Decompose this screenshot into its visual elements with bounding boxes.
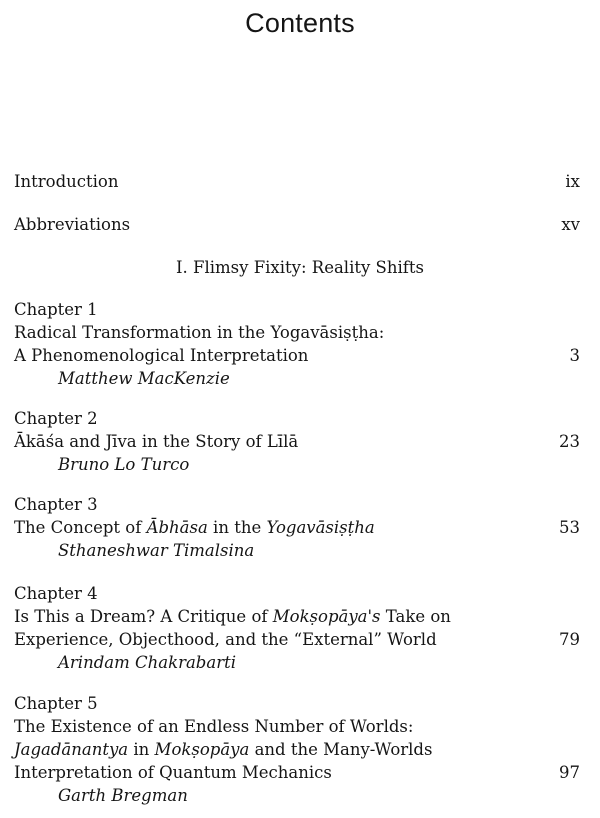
page-number: 3: [569, 346, 580, 365]
title-italic-text: Mokṣopāya: [154, 740, 250, 759]
section-heading: I. Flimsy Fixity: Reality Shifts: [176, 258, 424, 277]
toc-row: [14, 170, 580, 193]
toc-entry-chapter-1[interactable]: [14, 298, 580, 390]
chapter-title-line: [14, 518, 375, 537]
page-number: 23: [559, 432, 580, 451]
toc-entry-chapter-2[interactable]: [14, 407, 580, 476]
title-text: and the Many-Worlds: [249, 740, 433, 759]
entry-label: Introduction: [14, 172, 119, 191]
title-text: Take on: [380, 607, 451, 626]
page-title: Contents: [245, 8, 355, 38]
toc-entry-abbreviations[interactable]: [14, 213, 580, 236]
title-text: The Concept of: [14, 518, 147, 537]
chapter-label: Chapter 4: [14, 584, 98, 603]
toc-entry-chapter-4[interactable]: [14, 582, 580, 674]
chapter-author: Arindam Chakrabarti: [58, 653, 237, 672]
chapter-title-line: Interpretation of Quantum Mechanics: [14, 763, 332, 782]
chapter-label: Chapter 5: [14, 694, 98, 713]
chapter-author: Matthew MacKenzie: [58, 369, 230, 388]
toc-row: [14, 213, 580, 236]
title-italic-text: Mokṣopāya's: [272, 607, 381, 626]
toc-row: [14, 430, 580, 453]
title-text: in the: [207, 518, 267, 537]
toc-entry-chapter-5[interactable]: [14, 692, 580, 807]
toc-row: [14, 761, 580, 784]
chapter-title-line: [14, 605, 580, 628]
entry-label: Abbreviations: [14, 215, 131, 234]
chapter-author: Garth Bregman: [58, 786, 188, 805]
chapter-title-line: The Existence of an Endless Number of Worlds:: [14, 717, 414, 736]
chapter-label: Chapter 1: [14, 300, 98, 319]
chapter-label: Chapter 3: [14, 495, 98, 514]
chapter-label: Chapter 2: [14, 409, 98, 428]
toc-row: [14, 516, 580, 539]
chapter-author: Sthaneshwar Timalsina: [58, 541, 255, 560]
chapter-author: Bruno Lo Turco: [58, 455, 190, 474]
page-number: xv: [561, 215, 580, 234]
toc-entry-chapter-3[interactable]: [14, 493, 580, 562]
chapter-title-line: Experience, Objecthood, and the “External” World: [14, 630, 437, 649]
title-text: Is This a Dream? A Critique of: [14, 607, 273, 626]
toc-entry-introduction[interactable]: [14, 170, 580, 193]
title-italic-text: Yogavāsiṣṭha: [266, 518, 375, 537]
toc-row: [14, 344, 580, 367]
title-text: in: [128, 740, 155, 759]
page-number: 97: [559, 763, 580, 782]
title-italic-text: Ābhāsa: [146, 518, 208, 537]
page-number: 79: [559, 630, 580, 649]
chapter-title-line: Radical Transformation in the Yogavāsiṣṭha:: [14, 323, 385, 342]
chapter-title-line: Ākāśa and Jīva in the Story of Līlā: [14, 432, 299, 451]
chapter-title-line: [14, 738, 580, 761]
title-italic-text: Jagadānantya: [14, 740, 129, 759]
toc-row: [14, 628, 580, 651]
chapter-title-line: A Phenomenological Interpretation: [14, 346, 309, 365]
page-number: 53: [559, 518, 580, 537]
page-number: ix: [565, 172, 580, 191]
